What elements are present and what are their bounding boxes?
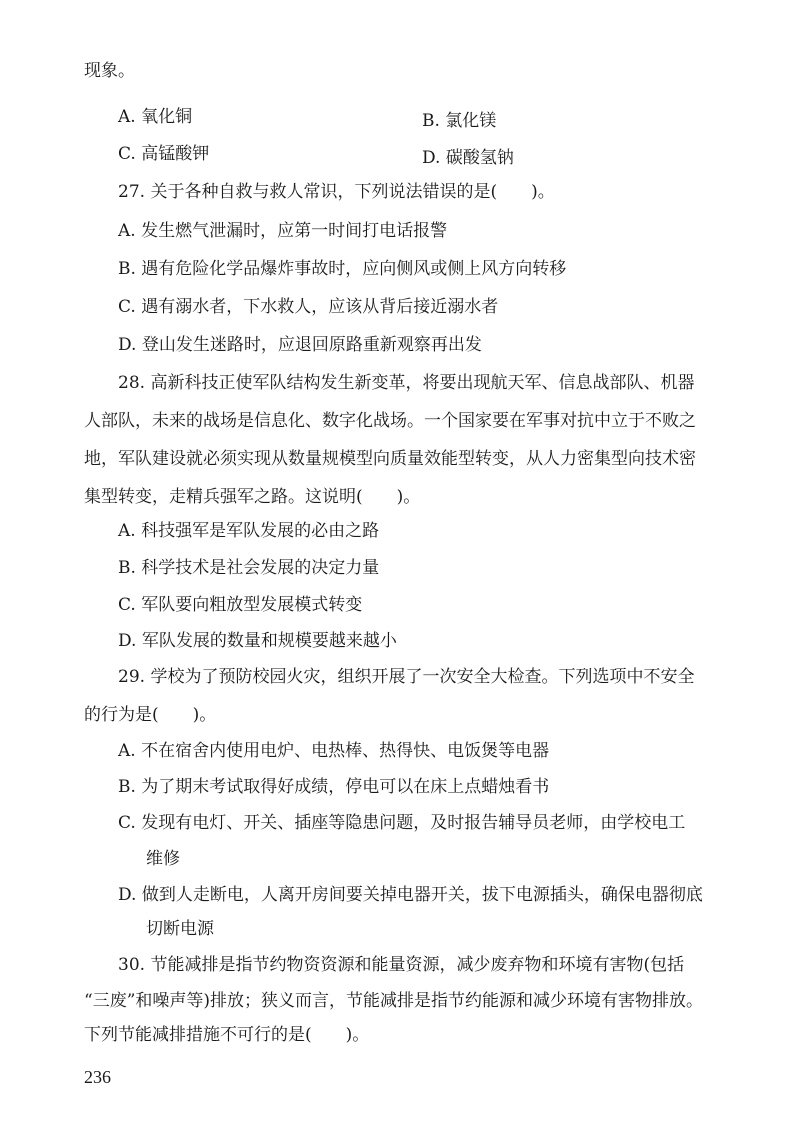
q29-stem-line2: 的行为是( )。 bbox=[84, 705, 217, 725]
q28-stem-line1: 28. 高新科技正使军队结构发生新变革，将要出现航天军、信息战部队、机器 bbox=[118, 373, 695, 393]
q29-option-c-line1: C. 发现有电灯、开关、插座等隐患问题，及时报告辅导员老师，由学校电工 bbox=[118, 813, 686, 833]
q29-option-a: A. 不在宿舍内使用电炉、电热棒、热得快、电饭煲等电器 bbox=[118, 741, 550, 761]
q26-option-a: A. 氧化铜 bbox=[118, 107, 193, 127]
q27-option-d: D. 登山发生迷路时，应退回原路重新观察再出发 bbox=[118, 335, 482, 355]
q28-option-a: A. 科技强军是军队发展的必由之路 bbox=[118, 521, 380, 541]
q26-option-d: D. 碳酸氢钠 bbox=[422, 148, 514, 168]
q29-stem-line1: 29. 学校为了预防校园火灾，组织开展了一次安全大检查。下列选项中不安全 bbox=[118, 667, 695, 687]
q30-stem-line2: “三废”和噪声等)排放；狭义而言，节能减排是指节约能源和减少环境有害物排放。 bbox=[84, 991, 704, 1011]
q28-option-c: C. 军队要向粗放型发展模式转变 bbox=[118, 595, 363, 615]
q26-option-b: B. 氯化镁 bbox=[422, 111, 497, 131]
q30-stem-line3: 下列节能减排措施不可行的是( )。 bbox=[84, 1025, 370, 1045]
q28-stem-line2: 人部队，未来的战场是信息化、数字化战场。一个国家要在军事对抗中立于不败之 bbox=[84, 411, 696, 431]
q28-stem-line3: 地，军队建设就必须实现从数量规模型向质量效能型转变，从人力密集型向技术密 bbox=[84, 449, 696, 469]
page-number: 236 bbox=[84, 1067, 111, 1087]
q29-option-c-line2: 维修 bbox=[146, 849, 180, 869]
q30-stem-line1: 30. 节能减排是指节约物资资源和能量资源，减少废弃物和环境有害物(包括 bbox=[118, 955, 685, 975]
q26-tail: 现象。 bbox=[84, 61, 135, 81]
q29-option-d-line1: D. 做到人走断电，人离开房间要关掉电器开关，拔下电源插头，确保电器彻底 bbox=[118, 885, 703, 905]
q27-option-a: A. 发生燃气泄漏时，应第一时间打电话报警 bbox=[118, 221, 448, 241]
q27-stem: 27. 关于各种自救与救人常识，下列说法错误的是( )。 bbox=[118, 182, 555, 202]
q27-option-b: B. 遇有危险化学品爆炸事故时，应向侧风或侧上风方向转移 bbox=[118, 259, 567, 279]
q29-option-b: B. 为了期末考试取得好成绩，停电可以在床上点蜡烛看书 bbox=[118, 777, 550, 797]
q28-stem-line4: 集型转变，走精兵强军之路。这说明( )。 bbox=[84, 487, 421, 507]
q26-option-c: C. 高锰酸钾 bbox=[118, 144, 210, 164]
q28-option-b: B. 科学技术是社会发展的决定力量 bbox=[118, 558, 380, 578]
q28-option-d: D. 军队发展的数量和规模要越来越小 bbox=[118, 631, 397, 651]
q29-option-d-line2: 切断电源 bbox=[146, 919, 214, 939]
q27-option-c: C. 遇有溺水者，下水救人，应该从背后接近溺水者 bbox=[118, 297, 499, 317]
